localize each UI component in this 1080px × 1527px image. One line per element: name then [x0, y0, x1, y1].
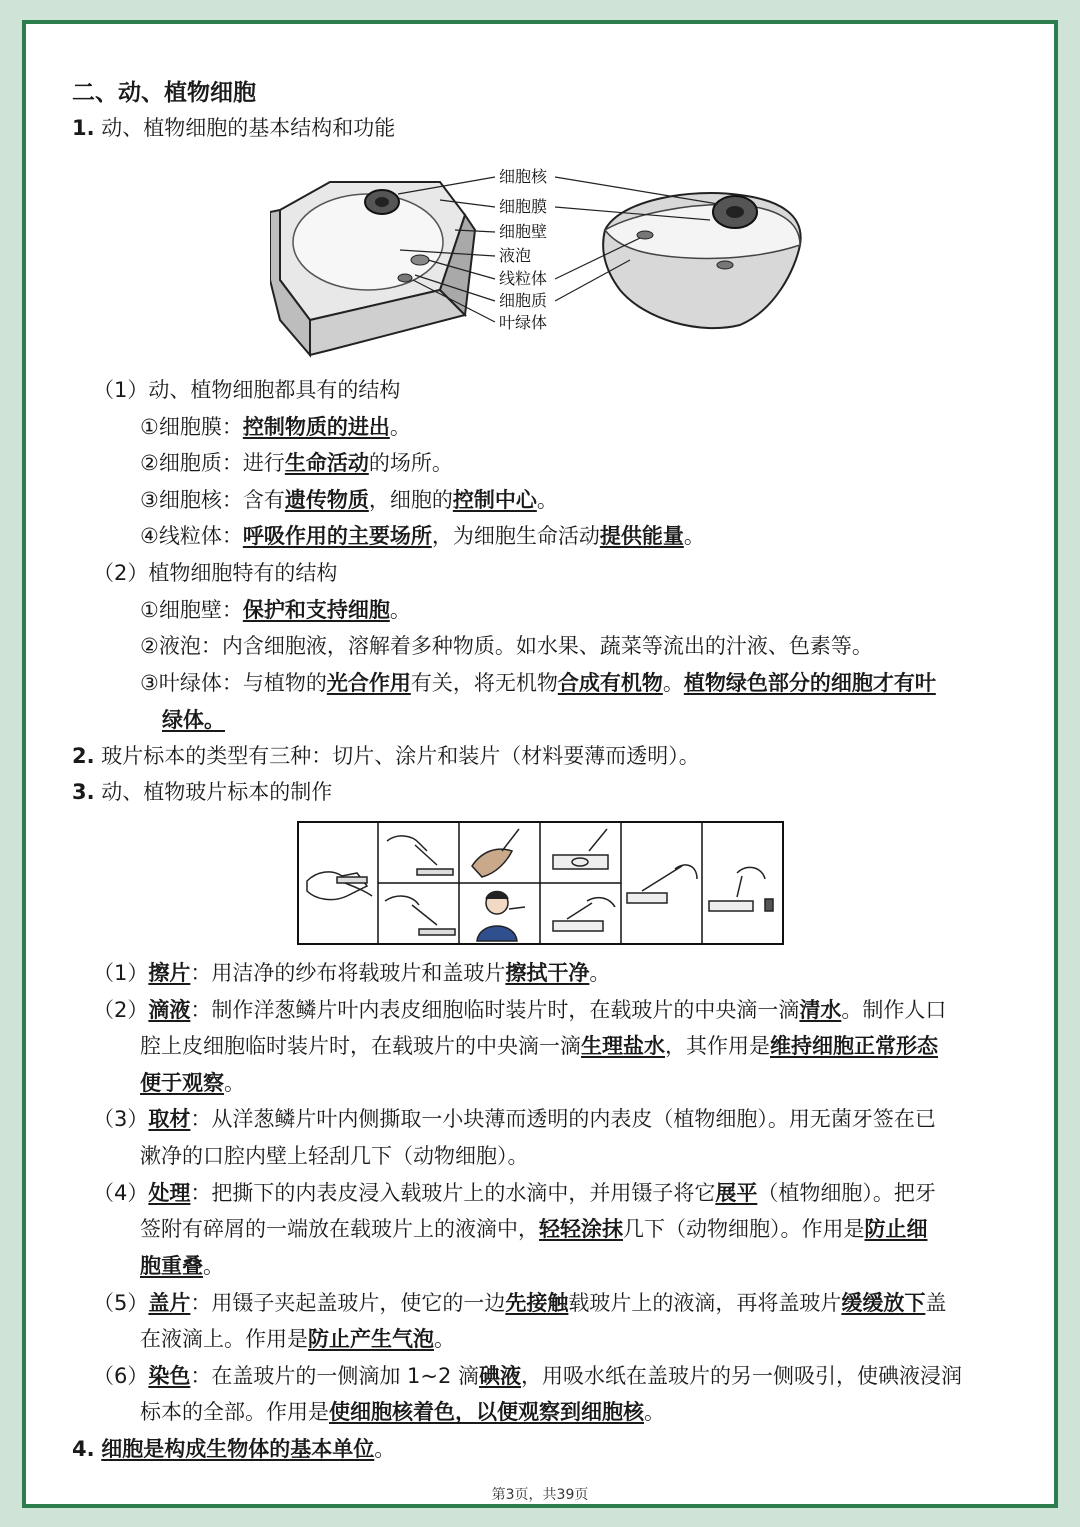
text: 腔上皮细胞临时装片时，在载玻片的中央滴一滴	[140, 1034, 581, 1058]
item-1-number: 1.	[72, 116, 95, 140]
text: ，为细胞生命活动	[431, 524, 600, 548]
section-title: 二、动、植物细胞	[72, 80, 256, 106]
step-6	[93, 1361, 962, 1391]
text: 。	[644, 1400, 665, 1424]
structure-vacuole: ②液泡：内含细胞液，溶解着多种物质。如水果、蔬菜等流出的汁液、色素等。	[140, 634, 873, 658]
diagram-label-group	[499, 167, 548, 332]
text: 的场所。	[368, 451, 453, 475]
step-keyword: 盖片	[148, 1291, 191, 1315]
text: 。	[589, 961, 611, 985]
step-2-cont-2	[140, 1068, 245, 1098]
step-4-cont-2	[140, 1251, 224, 1281]
text: 有关，将无机物	[410, 671, 558, 695]
key-term: 细胞是构成生物体的基本单位	[101, 1437, 375, 1461]
part-1-heading: （1）动、植物细胞都具有的结构	[93, 378, 401, 402]
text: 在液滴上。作用是	[140, 1327, 308, 1351]
structure-nucleus	[140, 485, 558, 515]
text: 。	[224, 1071, 245, 1095]
diagram-label: 细胞壁	[499, 222, 548, 241]
diagram-label: 细胞质	[499, 291, 548, 310]
key-term: 保护和支持细胞	[242, 598, 390, 622]
key-term: 轻轻涂抹	[539, 1217, 623, 1241]
text: 签附有碎屑的一端放在载玻片上的液滴中，	[140, 1217, 539, 1241]
structure-cell-membrane	[140, 412, 411, 442]
item-1-heading	[72, 113, 395, 143]
text: 。	[203, 1254, 224, 1278]
step-6-cont	[140, 1397, 665, 1427]
text: ：用洁净的纱布将载玻片和盖玻片	[190, 961, 506, 985]
key-term: 先接触	[505, 1291, 569, 1315]
step-3	[93, 1104, 936, 1134]
structure-chloroplast	[140, 668, 936, 698]
key-term: 擦拭干净	[505, 961, 590, 985]
text: 。	[662, 671, 684, 695]
key-term: 控制物质的进出	[242, 415, 390, 439]
key-term: 生理盐水	[581, 1034, 665, 1058]
text: ③细胞核：含有	[140, 488, 285, 512]
key-term: 遗传物质	[284, 488, 369, 512]
text: 盖	[925, 1291, 947, 1315]
slide-procedure-illustration	[297, 821, 784, 945]
item-4-number: 4.	[72, 1437, 95, 1461]
step-number: （2）	[93, 998, 149, 1022]
step-2	[93, 995, 946, 1025]
step-5	[93, 1288, 946, 1318]
text: （植物细胞）。把牙	[757, 1181, 936, 1205]
step-5-cont	[140, 1324, 455, 1354]
item-3-heading	[72, 777, 332, 807]
item-3-title: 动、植物玻片标本的制作	[101, 780, 333, 804]
text: 载玻片上的液滴，再将盖玻片	[568, 1291, 842, 1315]
structure-cytoplasm	[140, 448, 453, 478]
key-term: 碘液	[479, 1364, 522, 1388]
key-term: 展平	[715, 1181, 758, 1205]
text: 标本的全部。作用是	[140, 1400, 329, 1424]
step-2-cont-1	[140, 1031, 938, 1061]
item-2-text: 玻片标本的类型有三种：切片、涂片和装片（材料要薄而透明）。	[101, 744, 700, 768]
item-3-number: 3.	[72, 780, 95, 804]
step-3-cont: 漱净的口腔内壁上轻刮几下（动物细胞）。	[140, 1144, 529, 1168]
page-footer: 第3页，共39页	[491, 1487, 589, 1503]
step-4-cont-1	[140, 1214, 928, 1244]
key-term: 使细胞核着色，以便观察到细胞核	[329, 1400, 644, 1424]
step-keyword: 擦片	[148, 961, 191, 985]
step-4	[93, 1178, 936, 1208]
step-1	[93, 958, 610, 988]
text: 几下（动物细胞）。作用是	[623, 1217, 865, 1241]
key-term: 维持细胞正常形态	[770, 1034, 938, 1058]
diagram-label: 叶绿体	[499, 313, 548, 332]
step-keyword: 取材	[148, 1107, 191, 1131]
key-term: 合成有机物	[557, 671, 663, 695]
diagram-label: 细胞膜	[499, 197, 548, 216]
key-term: 光合作用	[326, 671, 411, 695]
structure-chloroplast-cont	[162, 705, 225, 735]
text: 。	[536, 488, 558, 512]
text: ③叶绿体：与植物的	[140, 671, 327, 695]
step-number: （4）	[93, 1181, 149, 1205]
text: 。	[683, 524, 705, 548]
text: 。	[389, 415, 411, 439]
diagram-label: 细胞核	[499, 167, 548, 186]
step-keyword: 滴液	[148, 998, 191, 1022]
step-number: （1）	[93, 961, 149, 985]
key-term: 防止细	[864, 1217, 928, 1241]
text: ：把撕下的内表皮浸入载玻片上的水滴中，并用镊子将它	[190, 1181, 716, 1205]
text: ：制作洋葱鳞片叶内表皮细胞临时装片时，在载玻片的中央滴一滴	[190, 998, 800, 1022]
diagram-label: 液泡	[499, 246, 532, 265]
text: ：在盖玻片的一侧滴加 1~2 滴	[190, 1364, 480, 1388]
key-term: 便于观察	[140, 1071, 224, 1095]
text: ①细胞壁：	[140, 598, 243, 622]
key-term: 生命活动	[284, 451, 369, 475]
key-term: 控制中心	[452, 488, 537, 512]
text: ①细胞膜：	[140, 415, 243, 439]
structure-mitochondria	[140, 521, 705, 551]
key-term: 提供能量	[599, 524, 684, 548]
key-term: 绿体。	[162, 708, 225, 732]
step-number: （6）	[93, 1364, 149, 1388]
plant-cell-illustration	[270, 182, 475, 355]
diagram-label: 线粒体	[499, 269, 548, 288]
step-number: （5）	[93, 1291, 149, 1315]
text: 。制作人口	[841, 998, 947, 1022]
part-2-heading: （2）植物细胞特有的结构	[93, 561, 338, 585]
text: 。	[374, 1437, 396, 1461]
text: ②细胞质：进行	[140, 451, 285, 475]
item-2	[72, 741, 700, 771]
text: ，细胞的	[368, 488, 453, 512]
key-term: 呼吸作用的主要场所	[242, 524, 432, 548]
text: ，其作用是	[665, 1034, 770, 1058]
structure-cell-wall	[140, 595, 411, 625]
text: 。	[389, 598, 411, 622]
step-keyword: 处理	[148, 1181, 191, 1205]
key-term: 清水	[799, 998, 842, 1022]
step-number: （3）	[93, 1107, 149, 1131]
key-term: 缓缓放下	[841, 1291, 926, 1315]
key-term: 植物绿色部分的细胞才有叶	[683, 671, 936, 695]
cell-diagram	[270, 160, 810, 360]
step-keyword: 染色	[148, 1364, 191, 1388]
key-term: 胞重叠	[140, 1254, 203, 1278]
text: ，用吸水纸在盖玻片的另一侧吸引，使碘液浸润	[521, 1364, 963, 1388]
text: ：从洋葱鳞片叶内侧撕取一小块薄而透明的内表皮（植物细胞）。用无菌牙签在已	[190, 1107, 936, 1131]
item-1-title: 动、植物细胞的基本结构和功能	[101, 116, 396, 140]
item-2-number: 2.	[72, 744, 95, 768]
text: 。	[434, 1327, 455, 1351]
item-4	[72, 1434, 395, 1464]
key-term: 防止产生气泡	[308, 1327, 434, 1351]
text: ：用镊子夹起盖玻片，使它的一边	[190, 1291, 506, 1315]
text: ④线粒体：	[140, 524, 243, 548]
